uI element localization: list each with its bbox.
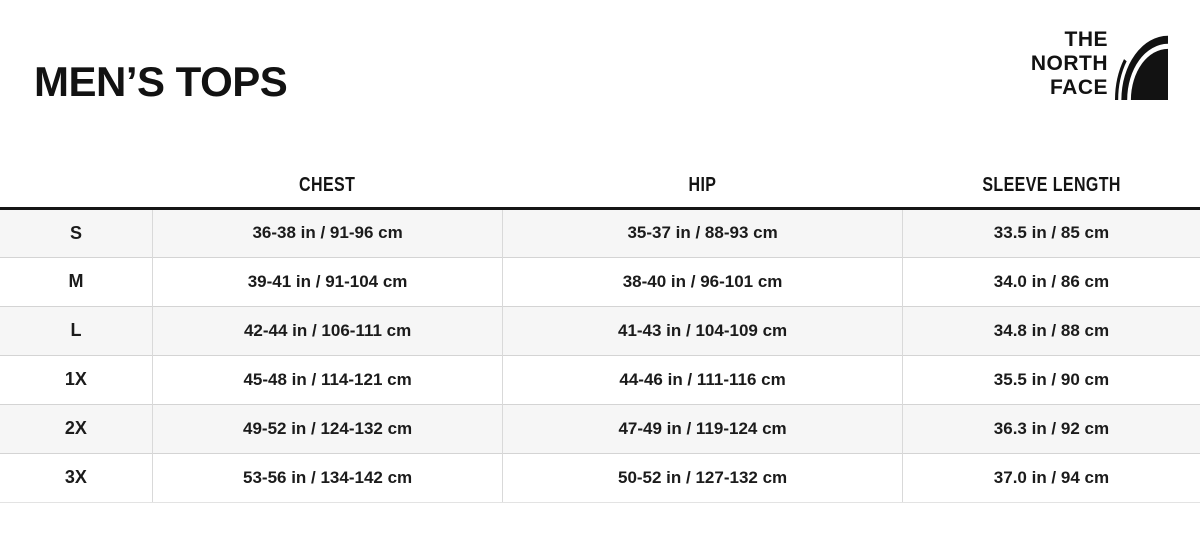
hip-value: 38-40 in / 96-101 cm [503, 257, 903, 306]
chest-value: 42-44 in / 106-111 cm [152, 306, 502, 355]
header-hip: HIP [503, 165, 903, 208]
half-dome-icon [1115, 27, 1168, 100]
header-row [0, 165, 1200, 208]
size-label: 2X [0, 404, 152, 453]
sleeve-value: 34.0 in / 86 cm [902, 257, 1200, 306]
sleeve-value: 35.5 in / 90 cm [902, 355, 1200, 404]
sleeve-value: 33.5 in / 85 cm [902, 208, 1200, 257]
size-label: M [0, 257, 152, 306]
hip-value: 35-37 in / 88-93 cm [503, 208, 903, 257]
size-label: 1X [0, 355, 152, 404]
table-row-3x [0, 453, 1200, 502]
logo-line-the: THE [1064, 28, 1108, 51]
chest-value: 36-38 in / 91-96 cm [152, 208, 502, 257]
hip-value: 47-49 in / 119-124 cm [503, 404, 903, 453]
chest-value: 49-52 in / 124-132 cm [152, 404, 502, 453]
header-size [0, 165, 152, 208]
size-chart-table [0, 165, 1200, 503]
table-row-l [0, 306, 1200, 355]
sleeve-value: 36.3 in / 92 cm [902, 404, 1200, 453]
hip-value: 50-52 in / 127-132 cm [503, 453, 903, 502]
size-label: 3X [0, 453, 152, 502]
header-sleeve-length: SLEEVE LENGTH [902, 165, 1200, 208]
chest-value: 53-56 in / 134-142 cm [152, 453, 502, 502]
table-row-m [0, 257, 1200, 306]
hip-value: 44-46 in / 111-116 cm [503, 355, 903, 404]
table-row-s [0, 208, 1200, 257]
size-label: L [0, 306, 152, 355]
sleeve-value: 34.8 in / 88 cm [902, 306, 1200, 355]
logo-line-north: NORTH [1030, 52, 1108, 75]
header-chest: CHEST [152, 165, 502, 208]
north-face-logo [1031, 27, 1168, 100]
size-label: S [69, 222, 82, 243]
table-row-2x [0, 404, 1200, 453]
north-face-logo-text [1031, 27, 1108, 100]
table-row-1x [0, 355, 1200, 404]
logo-line-face: FACE [1049, 76, 1108, 99]
hip-value: 41-43 in / 104-109 cm [503, 306, 903, 355]
size-chart [0, 165, 1200, 503]
page-title: MEN’S TOPS [34, 58, 288, 105]
chest-value: 45-48 in / 114-121 cm [152, 355, 502, 404]
chest-value: 39-41 in / 91-104 cm [152, 257, 502, 306]
sleeve-value: 37.0 in / 94 cm [902, 453, 1200, 502]
